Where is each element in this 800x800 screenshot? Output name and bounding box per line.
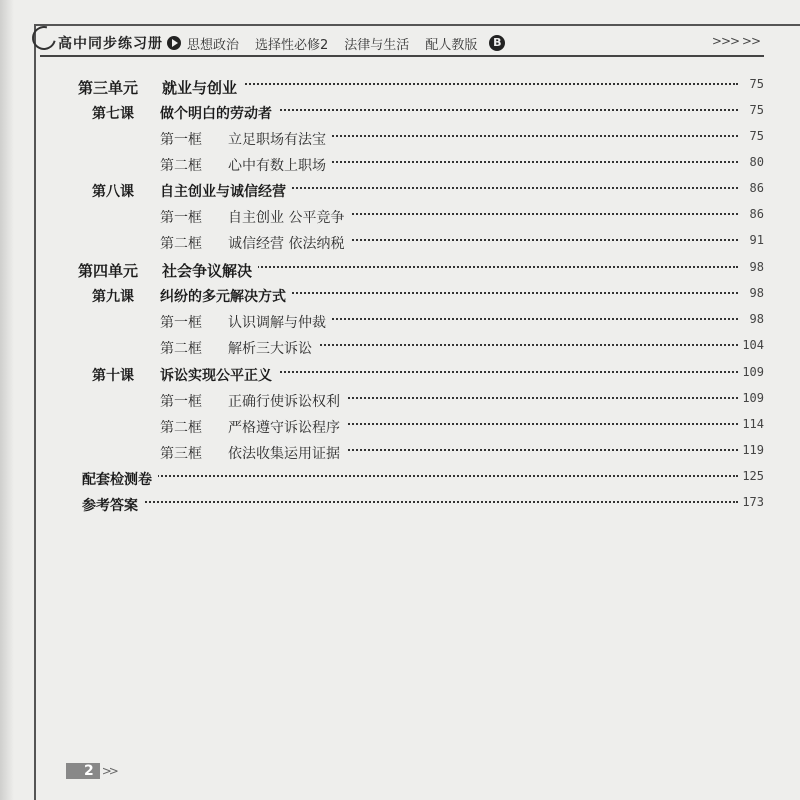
toc-entry-text: 诉讼实现公平正义 — [160, 368, 272, 384]
toc-entry-title — [82, 469, 158, 489]
toc-entry-text: 自主创业与诚信经营 — [160, 184, 286, 200]
toc-entry-text: 社会争议解决 — [162, 262, 253, 280]
toc-entry-lesson — [0, 283, 800, 307]
toc-entry-title — [160, 233, 350, 253]
toc-entry-text: 严格遵守诉讼程序 — [228, 420, 340, 436]
toc-entry-section — [0, 126, 800, 150]
toc-entry-text: 诚信经营 依法纳税 — [228, 236, 345, 252]
chevron-right-icon: >> — [101, 764, 116, 778]
toc-page-number: 98 — [749, 260, 764, 274]
toc-entry-title — [160, 443, 346, 463]
toc-entry-text: 做个明白的劳动者 — [160, 106, 272, 122]
toc-entry-label: 第九课 — [92, 289, 134, 305]
edition-label: 配人教版 — [425, 37, 478, 53]
toc-entry-text: 正确行使诉讼权利 — [228, 394, 340, 410]
toc-entry-label: 第一框 — [160, 394, 202, 410]
toc-entry-label: 第三框 — [160, 446, 202, 462]
series-title: 高中同步练习册 — [58, 36, 163, 52]
subject-label: 思想政治 — [187, 37, 240, 53]
toc-entry-title — [160, 129, 332, 149]
toc-entry-title — [160, 391, 346, 411]
toc-entry-section — [0, 152, 800, 176]
toc-entry-title — [78, 260, 258, 281]
toc-entry-text: 参考答案 — [82, 498, 138, 514]
toc-page-number: 98 — [749, 286, 764, 300]
toc-entry-extra — [0, 466, 800, 490]
play-icon — [167, 36, 181, 50]
toc-entry-text: 就业与创业 — [162, 79, 238, 97]
toc-entry-title — [92, 181, 292, 201]
toc-entry-label: 第四单元 — [78, 262, 139, 280]
toc-page-number: 104 — [742, 338, 764, 352]
toc-entry-text: 心中有数上职场 — [228, 158, 326, 174]
toc-entry-text: 自主创业 公平竞争 — [228, 210, 345, 226]
toc-entry-text: 依法收集运用证据 — [228, 446, 340, 462]
page-number: 2 — [66, 763, 100, 779]
toc-entry-section — [0, 230, 800, 254]
toc-page-number: 86 — [749, 181, 764, 195]
toc-entry-title — [160, 155, 332, 175]
logo-icon — [28, 22, 61, 55]
toc-entry-label: 第二框 — [160, 420, 202, 436]
toc-page-number: 91 — [749, 233, 764, 247]
toc-entry-label: 第七课 — [92, 106, 134, 122]
toc-entry-text: 认识调解与仲裁 — [228, 315, 326, 331]
toc-entry-section — [0, 309, 800, 333]
toc-page-number: 109 — [742, 391, 764, 405]
toc-entry-text: 解析三大诉讼 — [228, 341, 312, 357]
edition-badge: B — [489, 35, 505, 51]
header-arrows-icon: >>> >> — [711, 34, 760, 48]
toc-entry-section — [0, 414, 800, 438]
book-label: 选择性必修2 — [255, 37, 329, 53]
toc-entry-lesson — [0, 362, 800, 386]
toc-entry-title — [160, 312, 332, 332]
toc-entry-section — [0, 440, 800, 464]
toc-entry-title — [82, 495, 144, 515]
toc-entry-title — [78, 77, 243, 98]
toc-entry-label: 第二框 — [160, 341, 202, 357]
toc-entry-title — [160, 417, 346, 437]
toc-page-number: 98 — [749, 312, 764, 326]
toc-entry-extra — [0, 492, 800, 516]
toc-entry-label: 第二框 — [160, 236, 202, 252]
toc-entry-label: 第一框 — [160, 132, 202, 148]
toc-entry-title — [92, 365, 278, 385]
toc-entry-label: 第八课 — [92, 184, 134, 200]
toc-entry-text: 配套检测卷 — [82, 472, 152, 488]
toc-page-number: 109 — [742, 365, 764, 379]
toc-entry-unit — [0, 74, 800, 98]
toc-page-number: 125 — [742, 469, 764, 483]
toc-entry-unit — [0, 257, 800, 281]
toc-entry-text: 立足职场有法宝 — [228, 132, 326, 148]
toc-entry-label: 第三单元 — [78, 79, 139, 97]
header-rule — [40, 55, 764, 57]
running-header — [40, 33, 760, 53]
toc-entry-title — [160, 207, 350, 227]
toc-entry-label: 第二框 — [160, 158, 202, 174]
toc-page-number: 114 — [742, 417, 764, 431]
toc-entry-title — [92, 286, 292, 306]
toc-entry-title — [92, 103, 278, 123]
toc-entry-section — [0, 204, 800, 228]
toc-entry-label: 第一框 — [160, 315, 202, 331]
toc-entry-title — [160, 338, 318, 358]
toc-page-number: 75 — [749, 103, 764, 117]
page-footer — [66, 762, 126, 780]
toc-page-number: 75 — [749, 129, 764, 143]
toc-entry-text: 纠纷的多元解决方式 — [160, 289, 286, 305]
toc-entry-label: 第一框 — [160, 210, 202, 226]
toc-page-number: 119 — [742, 443, 764, 457]
dot-leader — [82, 501, 738, 503]
toc-page-number: 75 — [749, 77, 764, 91]
toc-page-number: 80 — [749, 155, 764, 169]
topic-label: 法律与生活 — [344, 37, 410, 53]
toc-entry-lesson — [0, 100, 800, 124]
toc-entry-section — [0, 388, 800, 412]
toc-page-number: 173 — [742, 495, 764, 509]
dot-leader — [82, 475, 738, 477]
toc-entry-label: 第十课 — [92, 368, 134, 384]
toc-entry-section — [0, 335, 800, 359]
toc-entry-lesson — [0, 178, 800, 202]
toc-page-number: 86 — [749, 207, 764, 221]
